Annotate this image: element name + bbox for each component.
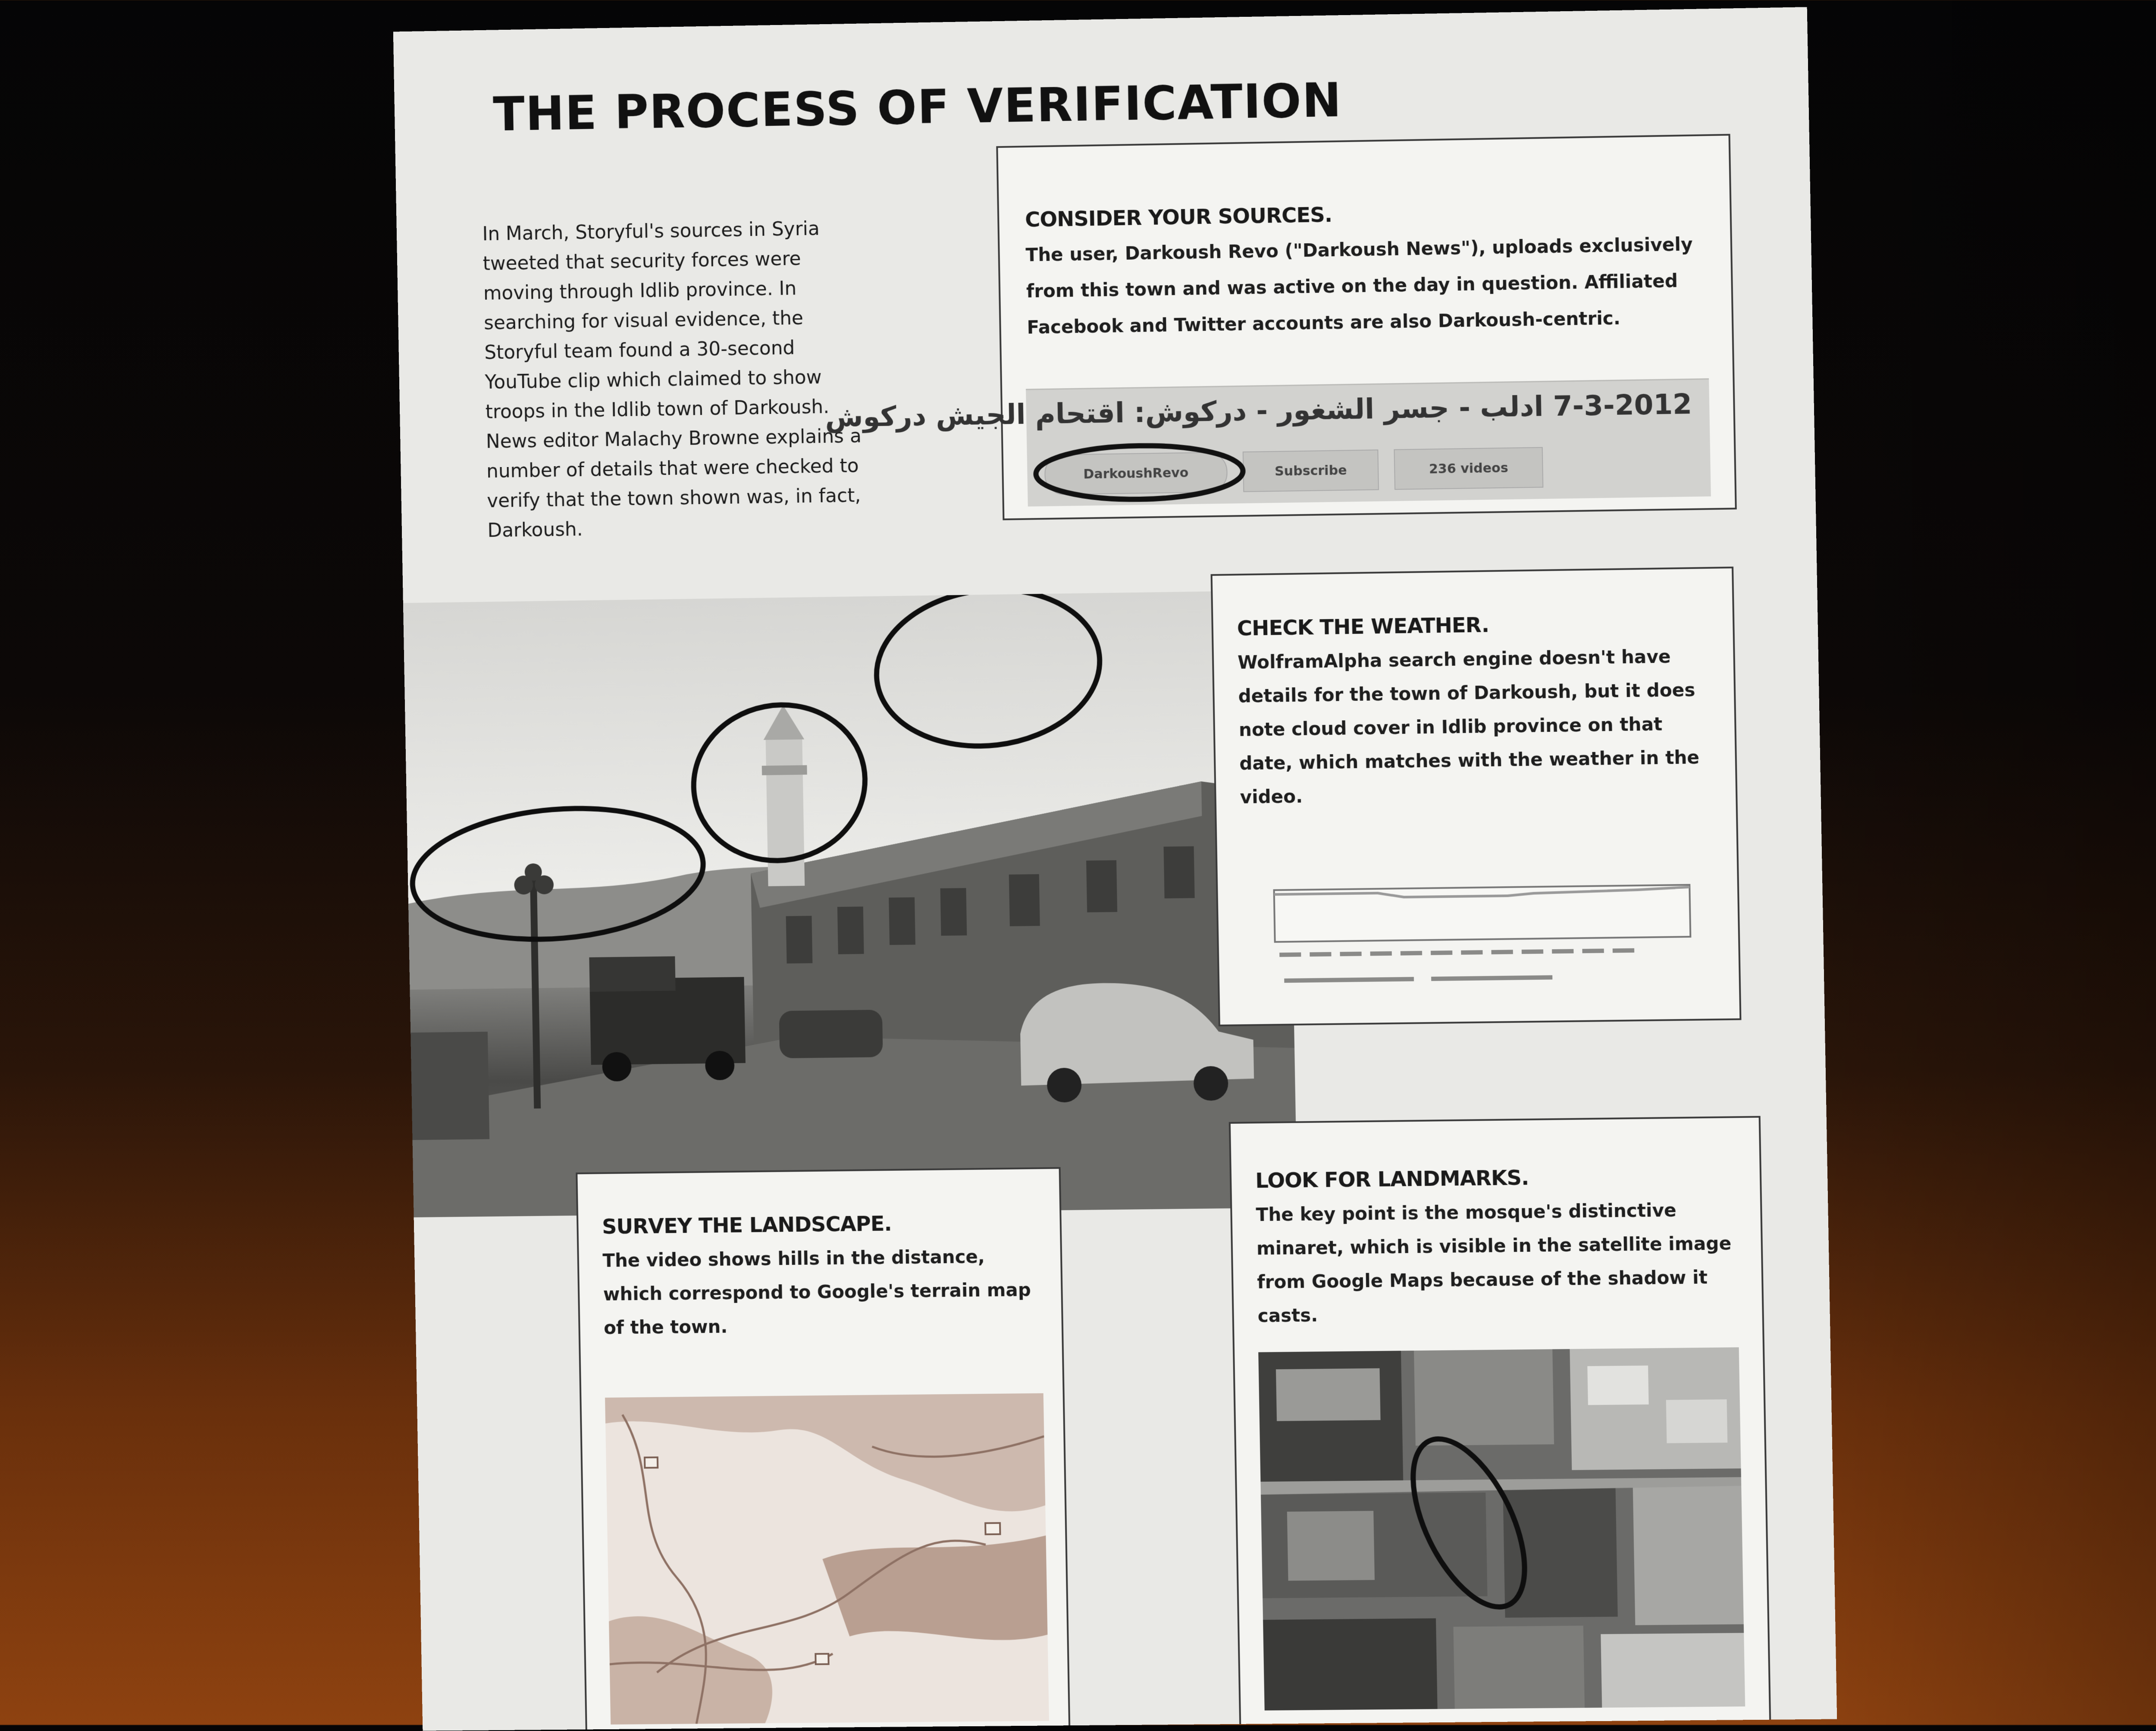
street-scene-illustration: [403, 590, 1297, 1217]
sources-panel: [824, 134, 1736, 520]
page-title: THE PROCESS OF VERIFICATION: [492, 73, 1343, 142]
videos-count-button[interactable]: 236 videos: [1394, 447, 1543, 490]
channel-circle-annotation: [1027, 434, 1269, 511]
weather-panel: [1211, 567, 1742, 1026]
subscribe-button[interactable]: Subscribe: [1243, 449, 1379, 492]
projected-slide: [393, 7, 1837, 1731]
channel-name-button[interactable]: DarkoushRevo: [1044, 452, 1228, 495]
cloud-cover-chart: [1248, 867, 1709, 994]
landscape-heading: SURVEY THE LANDSCAPE.: [602, 1211, 892, 1239]
sources-heading: CONSIDER YOUR SOURCES.: [1025, 203, 1332, 232]
satellite-image: [1258, 1347, 1745, 1710]
terrain-map: [605, 1393, 1049, 1725]
landscape-body: The video shows hills in the distance, which correspond to Google's terrain map of the town.: [602, 1246, 1031, 1339]
minaret-shape: [766, 740, 805, 887]
landmarks-body: The key point is the mosque's distinctive minaret, which is visible in the satellite image from Google Maps because of the shadow it casts.: [1256, 1199, 1732, 1326]
sources-body: The user, Darkoush Revo ("Darkoush News"), uploads exclusively from this town and was active on the day in question. Affiliated Facebook and Twitter accounts are also Darkoush-centric.: [1025, 233, 1693, 338]
landscape-panel: [576, 1167, 1070, 1731]
channel-video-title: 7-3-2012 ادلب - جسر الشغور - دركوش: اقتحام الجيش دركوش: [824, 388, 1692, 434]
street-video-still: [403, 590, 1297, 1217]
intro-paragraph: In March, Storyful's sources in Syria tweeted that security forces were moving through Idlib province. In searching for visual evidence, the Storyful team found a 30-second YouTube clip which claimed to show troops in the Idlib town of Darkoush. News editor Malachy Browne explains a number of details that were checked to verify that the town shown was, in fact, Darkoush.: [482, 217, 862, 542]
landmarks-panel: [1229, 1116, 1771, 1730]
projector-shadow: [1811, 0, 2156, 1725]
weather-heading: CHECK THE WEATHER.: [1237, 613, 1489, 641]
weather-body: WolframAlpha search engine doesn't have details for the town of Darkoush, but it does note cloud cover in Idlib province on that date, which matches with the weather in the video.: [1237, 646, 1700, 808]
youtube-channel-strip: [824, 378, 1711, 506]
landmarks-heading: LOOK FOR LANDMARKS.: [1255, 1166, 1529, 1193]
